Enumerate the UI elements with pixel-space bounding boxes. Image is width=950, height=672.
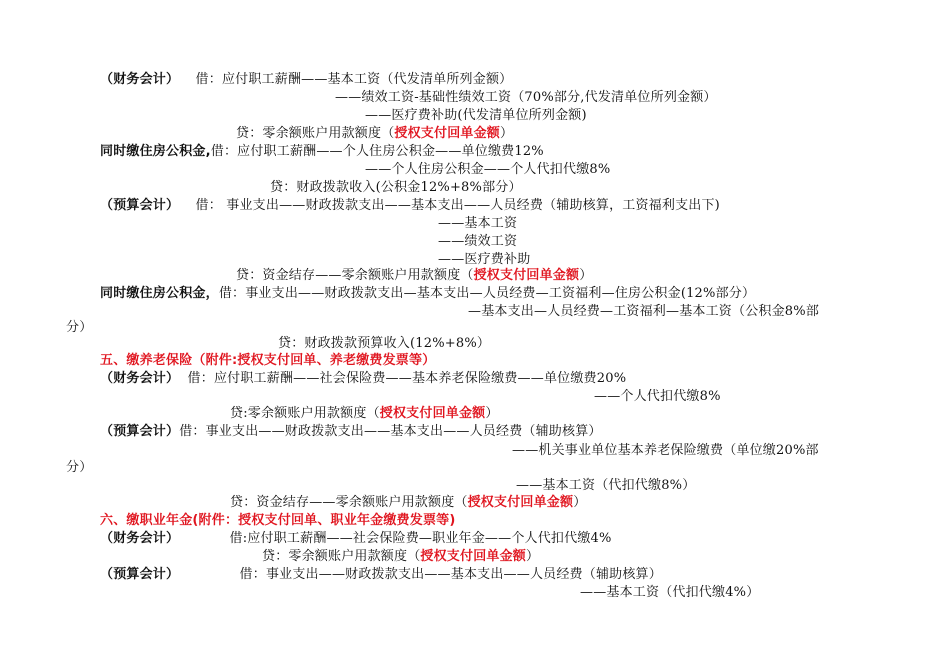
entry-text: 贷：财政拨款预算收入(12%+8%）: [278, 336, 491, 351]
entry-text-close: ）: [500, 126, 514, 141]
highlight-text: 授权支付回单金额: [473, 268, 580, 283]
line-23: [66, 460, 92, 476]
line-14: [468, 304, 819, 320]
section-label: 同时缴住房公积金,: [100, 144, 211, 159]
highlight-text: 授权支付回单金额: [394, 126, 501, 141]
entry-text-close: ）: [526, 549, 540, 564]
line-16: [278, 336, 490, 352]
entry-text: ——绩效工资-基础性绩效工资（70%部分,代发清单位所列金额）: [335, 90, 717, 105]
section-heading-pension: 五、缴养老保险（附件:授权支付回单、养老缴费发票等）: [100, 353, 436, 368]
line-18: [100, 371, 626, 387]
line-3: [365, 108, 587, 124]
section-label: （预算会计）: [100, 567, 180, 582]
line-10: [438, 234, 517, 250]
entry-text: ——基本工资（代扣代缴4%）: [580, 585, 760, 600]
line-21: [100, 424, 602, 440]
line-8: [100, 198, 720, 214]
line-28: [262, 549, 539, 565]
section-label: （预算会计）: [100, 424, 180, 439]
entry-text: 贷：资金结存——零余额账户用款额度（: [236, 268, 474, 283]
section-label: （财务会计）: [100, 371, 180, 386]
entry-text: 借：应付职工薪酬——个人住房公积金——单位缴费12%: [210, 144, 544, 159]
line-7: [270, 180, 522, 196]
section-label: （财务会计）: [100, 72, 180, 87]
entry-text: 分）: [66, 460, 93, 475]
line-20: [230, 406, 499, 422]
section-label: 同时缴住房公积金，: [100, 286, 219, 301]
line-4: [236, 126, 513, 142]
entry-text: ——机关事业单位基本养老保险缴费（单位缴20%部: [512, 443, 819, 458]
section-heading-annuity: 六、缴职业年金(附件：授权支付回单、职业年金缴费发票等): [100, 513, 456, 528]
line-17: [100, 353, 435, 369]
entry-text: ——医疗费补助: [438, 252, 531, 267]
line-22: [512, 443, 819, 459]
entry-text: 贷：零余额账户用款额度（: [262, 549, 421, 564]
entry-text: 借：应付职工薪酬——基本工资（代发清单所列金额）: [195, 72, 513, 87]
line-1: [100, 72, 512, 88]
line-9: [438, 216, 517, 232]
entry-text-close: ）: [579, 268, 593, 283]
entry-text: ——医疗费补助(代发清单位所列金额): [365, 108, 587, 123]
line-6: [365, 162, 610, 178]
entry-text: 借：事业支出——财政拨款支出——基本支出——人员经费（辅助核算）: [179, 424, 602, 439]
line-29: [100, 567, 662, 583]
entry-text: ——基本工资: [438, 216, 518, 231]
entry-text: ——基本工资（代扣代缴8%）: [516, 478, 696, 493]
line-11: [438, 252, 530, 268]
line-24: [516, 478, 695, 494]
entry-text: 借：应付职工薪酬——社会保险费——基本养老保险缴费——单位缴费20%: [187, 371, 627, 386]
entry-text: 借：事业支出——财政拨款支出—基本支出—人员经费—工资福利—住房公积金(12%部分）: [218, 286, 756, 301]
entry-text-close: ）: [573, 495, 587, 510]
section-label: （预算会计）: [100, 198, 180, 213]
highlight-text: 授权支付回单金额: [379, 406, 486, 421]
entry-text: 借： 事业支出——财政拨款支出——基本支出——人员经费（辅助核算，工资福利支出下): [195, 198, 720, 213]
line-15: [66, 320, 92, 336]
section-label: （财务会计）: [100, 531, 180, 546]
highlight-text: 授权支付回单金额: [467, 495, 574, 510]
entry-text-close: ）: [485, 406, 499, 421]
line-26: [100, 513, 455, 529]
entry-text: ——个人代扣代缴8%: [594, 389, 721, 404]
entry-text: 贷：资金结存——零余额账户用款额度（: [230, 495, 468, 510]
entry-text: 贷：零余额账户用款额度（: [236, 126, 395, 141]
entry-text: —基本支出—人员经费—工资福利—基本工资（公积金8%部: [468, 304, 820, 319]
line-5: [100, 144, 544, 160]
line-27: [100, 531, 612, 547]
line-19: [594, 389, 721, 405]
entry-text: ——绩效工资: [438, 234, 518, 249]
line-25: [230, 495, 586, 511]
line-13: [100, 286, 755, 302]
entry-text: 借：事业支出——财政拨款支出——基本支出——人员经费（辅助核算）: [239, 567, 662, 582]
entry-text: 贷:零余额账户用款额度（: [230, 406, 380, 421]
entry-text: 贷：财政拨款收入(公积金12%+8%部分）: [270, 180, 522, 195]
entry-text: ——个人住房公积金——个人代扣代缴8%: [365, 162, 611, 177]
line-2: [335, 90, 717, 106]
highlight-text: 授权支付回单金额: [420, 549, 527, 564]
line-12: [236, 268, 592, 284]
line-30: [580, 585, 759, 601]
entry-text: 借:应付职工薪酬——社会保险费—职业年金——个人代扣代缴4%: [229, 531, 612, 546]
entry-text: 分）: [66, 320, 93, 335]
